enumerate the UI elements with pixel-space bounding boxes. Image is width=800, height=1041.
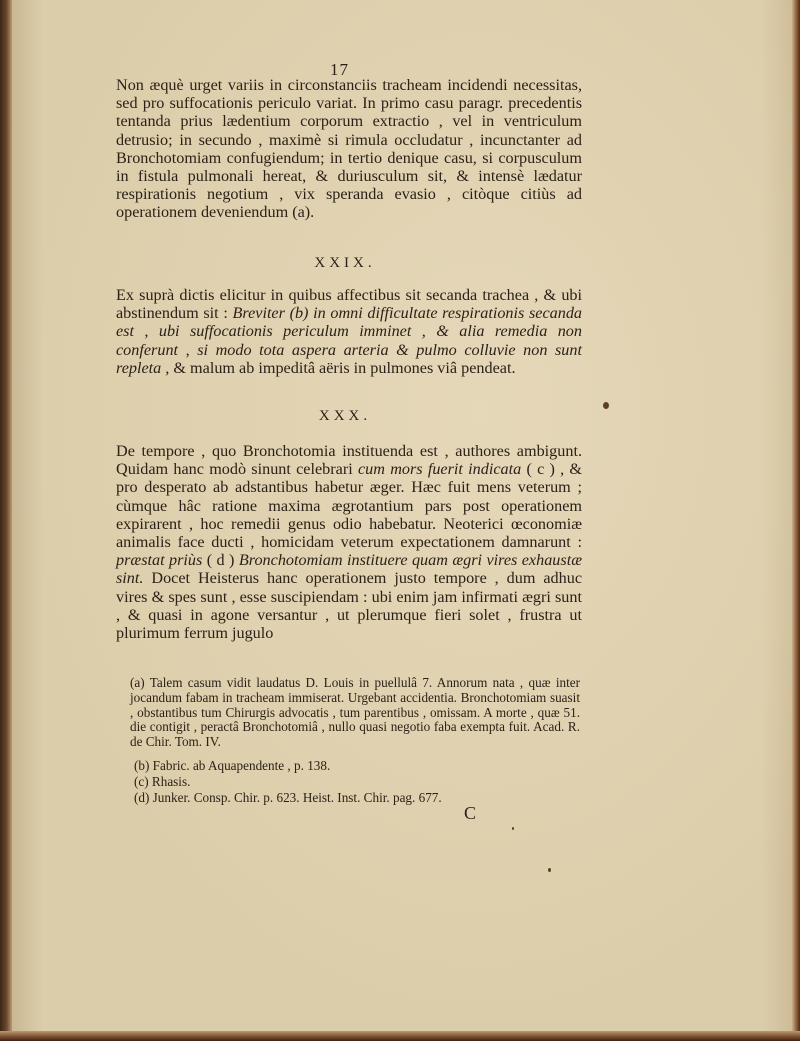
italic-quotation: cum mors fuerit indicata	[357, 460, 522, 479]
italic-quotation: Bronchotomiam instituere quam ægri vires exhaustæ sint.	[116, 551, 582, 588]
paragraph-text: Non æquè urget variis in circonstanciis tracheam incidendi necessitas, sed pro suffocationis periculo variat. In primo casu paragr. precedentis tentanda prius lædentium corporum extractio , vel in ventriculum detrusio; in secundo , maximè si rimula occludatur , incunctanter ad Bronchotomiam confugiendum; in tertio denique casu, si corpusculum in fistula pulmonali hereat, & duriusculum sit, & intensè lædatur respirationis negotium , vix speranda evasio , citòque citiùs ad operationem deveniendum	[116, 76, 582, 222]
footnote-a: (a) Talem casum vidit laudatus D. Louis in puellulâ 7. Annorum nata , quæ inter jocandum fabam in tracheam immiserat. Urgebant accidentia. Bronchotomiam suasit , obstantibus tum Chirurgis advocatis , tum parentibus , omissam. A morte , quæ 51. die contigit , peractâ Bronchotomiâ , nullo quasi negotio faba exempta fuit. Acad. R. de Chir. Tom. IV.	[130, 675, 580, 750]
footnote-ref-a: (a).	[292, 203, 315, 222]
ink-spot	[512, 827, 514, 830]
paragraph-text: & malum ab impeditâ aëris in pulmones viâ pendeat.	[173, 358, 516, 377]
footnote-c: (c) Rhasis.	[134, 774, 191, 789]
paragraph-text: ( c ) , & pro desperato ab adstantibus habetur æger. Hæc fuit mens veterum ; cùmque hâc ratione maxima ægrotantium pars post operationem expirarent , hoc remedii genus odio habebatur. Neoterici œconomiæ animalis face ducti , homicidam veterum expectationem damnarunt :	[116, 460, 583, 552]
paragraph-text: Ex suprà dictis elicitur in quibus affectibus sit secanda trachea , & ubi abstinendum sit :	[116, 286, 582, 323]
book-binding-bottom	[0, 1031, 800, 1041]
book-binding-left	[0, 0, 12, 1041]
paragraph-29	[116, 286, 582, 377]
section-heading-xxix: XXIX.	[314, 255, 376, 271]
italic-quotation: Breviter (b) in omni difficultate respirationis secanda est , ubi suffocationis periculum imminet , & alia remedia non conferunt , si modo tota aspera arteria & pulmo colluvie non sunt repleta ,	[116, 304, 583, 377]
italic-quotation: præstat priùs	[116, 551, 203, 570]
paragraph-text: De tempore , quo Bronchotomia instituenda est , authores ambigunt. Quidam hanc modò sinunt celebrari	[116, 442, 582, 479]
footnote-ref-d: ( d )	[206, 551, 235, 570]
section-heading-xxx: XXX.	[318, 408, 372, 424]
ink-spot	[548, 868, 551, 872]
book-page	[12, 0, 792, 1031]
footnote-d: (d) Junker. Consp. Chir. p. 623. Heist. Inst. Chir. pag. 677.	[134, 790, 442, 805]
book-binding-right	[792, 0, 800, 1041]
paragraph-text: Docet Heisterus hanc operationem justo tempore , dum adhuc vires & spes sunt , esse suscipiendam : ubi enim jam infirmati ægri sunt , & quasi in agone versantur , ut plerumque fieri solet , frustra ut plurimum ferrum jugulo	[116, 569, 583, 643]
paragraph-28-continuation	[116, 76, 582, 222]
page-number: 17	[330, 60, 349, 79]
signature-mark: C	[464, 803, 477, 823]
footnote-b: (b) Fabric. ab Aquapendente , p. 138.	[134, 758, 331, 773]
paragraph-30	[116, 442, 582, 642]
ink-spot	[603, 402, 609, 409]
